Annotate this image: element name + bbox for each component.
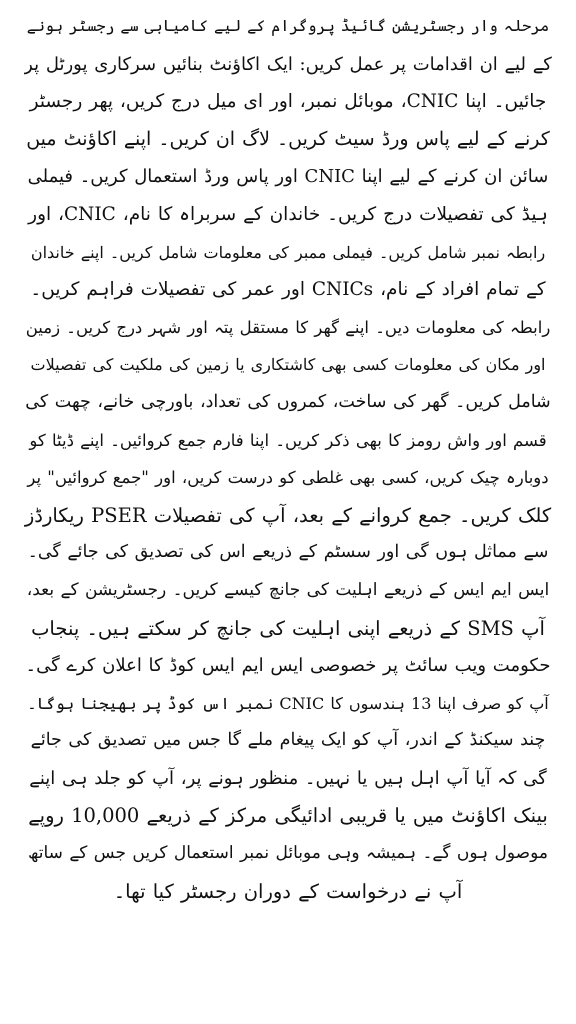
text-line-23: موصول ہوں گے۔ ہمیشہ وہی موبائل نمبر استعمال کریں جس کے ساتھ [28,843,548,864]
text-line-3: جائیں۔ اپنا CNIC، موبائل نمبر، اور ای میل درج کریں، پھر رجسٹر [29,91,547,113]
text-line-6: ہیڈ کی تفصیلات درج کریں۔ خاندان کے سربراہ کا نام، CNIC، اور [28,203,548,225]
text-line-20: چند سیکنڈ کے اندر، آپ کو ایک پیغام ملے گا جس میں تصدیق کی جائے [30,730,546,751]
text-line-19: آپ کو صرف اپنا 13 ہندسوں کا CNIC نمبر اس کوڈ پر بھیجنا ہوگا۔ [27,693,549,713]
text-line-5: سائن ان کرنے کے لیے اپنا CNIC اور پاس ورڈ استعمال کریں۔ فیملی [27,166,549,188]
text-line-8: کے تمام افراد کے نام، CNICs اور عمر کی تفصیلات فراہم کریں۔ [30,279,546,301]
text-line-14: کلک کریں۔ جمع کروانے کے بعد، آپ کی تفصیلات PSER ریکارڈز [24,503,552,527]
text-line-17: آپ SMS کے ذریعے اپنی اہلیت کی جانچ کر سکتے ہیں۔ پنجاب [31,616,545,640]
article-body [24,8,552,910]
text-line-22: بینک اکاؤنٹ میں یا قریبی ادائیگی مرکز کے ذریعے 10,000 روپے [28,804,548,828]
text-line-10: اور مکان کی معلومات کسی بھی کاشتکاری یا زمین کی ملکیت کی تفصیلات [30,355,546,375]
text-line-16: ایس ایم ایس کے ذریعے اہلیت کی جانچ کیسے کریں۔ رجسٹریشن کے بعد، [26,579,550,600]
text-line-21: گی کہ آیا آپ اہل ہیں یا نہیں۔ منظور ہونے پر، آپ کو جلد ہی اپنے [29,767,547,789]
text-line-24: آپ نے درخواست کے دوران رجسٹر کیا تھا۔ [113,879,463,903]
text-line-12: قسم اور واش رومز کا بھی ذکر کریں۔ اپنا فارم جمع کروائیں۔ اپنے ڈیٹا کو [29,430,547,450]
text-line-2: کے لیے ان اقدامات پر عمل کریں: ایک اکاؤنٹ بنائیں سرکاری پورٹل پر [24,53,552,75]
text-line-15: سے مماثل ہوں گی اور سسٹم کے ذریعے اس کی تصدیق کی جائے گی۔ [27,542,549,563]
text-line-13: دوبارہ چیک کریں، کسی بھی غلطی کو درست کریں، اور "جمع کروائیں" پر [27,468,549,488]
text-line-7: رابطہ نمبر شامل کریں۔ فیملی ممبر کی معلومات شامل کریں۔ اپنے خاندان [30,242,546,262]
text-line-4: کرنے کے لیے پاس ورڈ سیٹ کریں۔ لاگ ان کریں۔ اپنے اکاؤنٹ میں [26,127,550,150]
text-line-9: رابطہ کی معلومات دیں۔ اپنے گھر کا مستقل پتہ اور شہر درج کریں۔ زمین [25,317,551,337]
text-line-11: شامل کریں۔ گھر کی ساخت، کمروں کی تعداد، باورچی خانے، چھت کی [25,391,551,412]
text-line-1: مرحلہ وار رجسٹریشن گائیڈ پروگرام کے لیے کامیابی سے رجسٹر ہونے [26,17,550,35]
text-line-18: حکومت ویب سائٹ پر خصوصی ایس ایم ایس کوڈ کا اعلان کرے گی۔ [25,655,551,677]
